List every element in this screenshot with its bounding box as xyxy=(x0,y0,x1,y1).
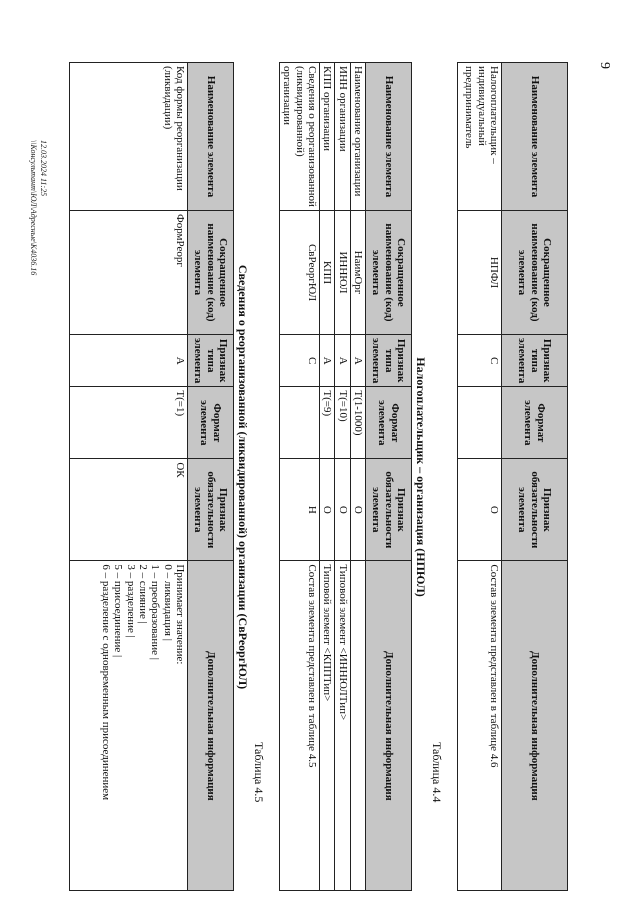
cell-type: А xyxy=(320,335,335,387)
cell-name: КПП организации xyxy=(320,63,335,211)
col-header-type: Признак типа элемента xyxy=(502,335,568,387)
cell-required: О xyxy=(335,459,350,561)
cell-required: О xyxy=(458,459,502,561)
col-header-type: Признак типа элемента xyxy=(188,335,234,387)
table-row xyxy=(335,63,350,891)
cell-code: СвРеоргЮЛ xyxy=(280,211,320,335)
footer-timestamp: 12.03.2024 11:25 xyxy=(39,140,48,197)
col-header-code: Сокращенное наименование (код) элемента xyxy=(502,211,568,335)
col-header-info: Дополнительная информация xyxy=(502,561,568,891)
col-header-format: Формат элемента xyxy=(502,387,568,459)
col-header-required: Признак обязательности элемента xyxy=(502,459,568,561)
col-header-type: Признак типа элемента xyxy=(366,335,412,387)
table-row xyxy=(320,63,335,891)
cell-info: Типовой элемент <ИННЮЛТип> xyxy=(335,561,350,891)
table-4-5 xyxy=(69,62,234,891)
cell-format: T(=9) xyxy=(320,387,335,459)
cell-name: Код формы реорганизации (ликвидации) xyxy=(70,63,188,211)
cell-code: НПФЛ xyxy=(458,211,502,335)
cell-info: Принимает значение: 0 – ликвидация | 1 – преобразование | 2 – слияние | 3 – разделение | 5 – присоединение | 6 – разделение с одновременным присоединением xyxy=(70,561,188,891)
table-row xyxy=(280,63,320,891)
cell-format: T(1-1000) xyxy=(350,387,365,459)
cell-required: О xyxy=(320,459,335,561)
col-header-name: Наименование элемента xyxy=(188,63,234,211)
cell-info: Состав элемента представлен в таблице 4.6 xyxy=(458,561,502,891)
cell-info xyxy=(350,561,365,891)
page-number: 9 xyxy=(597,62,612,69)
cell-name: Налогоплательщик – индивидуальный предприниматель xyxy=(458,63,502,211)
cell-name: ИНН организации xyxy=(335,63,350,211)
col-header-code: Сокращенное наименование (код) элемента xyxy=(188,211,234,335)
cell-code: НаимОрг xyxy=(350,211,365,335)
cell-name: Наименование организации xyxy=(350,63,365,211)
footer-path: \\Консультант\ЮЛ\Адресные\К4036.16 xyxy=(29,140,38,276)
table-4-4-title: Налогоплательщик – организация (НПЮЛ) xyxy=(414,357,428,597)
col-header-code: Сокращенное наименование (код) элемента xyxy=(366,211,412,335)
cell-format xyxy=(458,387,502,459)
col-header-format: Формат элемента xyxy=(366,387,412,459)
cell-required: О xyxy=(350,459,365,561)
cell-code: ИННЮЛ xyxy=(335,211,350,335)
cell-type: А xyxy=(350,335,365,387)
table-4-4-label: Таблица 4.4 xyxy=(430,742,444,803)
table-row xyxy=(350,63,365,891)
cell-format xyxy=(280,387,320,459)
footer-stamp xyxy=(28,140,48,275)
cell-type: С xyxy=(280,335,320,387)
cell-required: ОК xyxy=(70,459,188,561)
cell-type: А xyxy=(70,335,188,387)
table-top xyxy=(457,62,568,891)
cell-format: T(=1) xyxy=(70,387,188,459)
cell-code: ФормРеорг xyxy=(70,211,188,335)
cell-format: T(=10) xyxy=(335,387,350,459)
table-row xyxy=(70,63,188,891)
col-header-name: Наименование элемента xyxy=(366,63,412,211)
table-4-5-title: Сведения о реорганизованной (ликвидированной) организации (СвРеоргЮЛ) xyxy=(236,264,250,690)
cell-code: КПП xyxy=(320,211,335,335)
cell-required: Н xyxy=(280,459,320,561)
table-4-4 xyxy=(279,62,412,891)
cell-info: Типовой элемент <КППТип> xyxy=(320,561,335,891)
cell-type: С xyxy=(458,335,502,387)
cell-info: Состав элемента представлен в таблице 4.5 xyxy=(280,561,320,891)
cell-type: А xyxy=(335,335,350,387)
col-header-required: Признак обязательности элемента xyxy=(366,459,412,561)
table-row xyxy=(458,63,502,891)
col-header-format: Формат элемента xyxy=(188,387,234,459)
col-header-info: Дополнительная информация xyxy=(366,561,412,891)
col-header-required: Признак обязательности элемента xyxy=(188,459,234,561)
table-4-5-label: Таблица 4.5 xyxy=(252,742,266,803)
cell-name: Сведения о реорганизованной (ликвидированной) организации xyxy=(280,63,320,211)
col-header-name: Наименование элемента xyxy=(502,63,568,211)
col-header-info: Дополнительная информация xyxy=(188,561,234,891)
